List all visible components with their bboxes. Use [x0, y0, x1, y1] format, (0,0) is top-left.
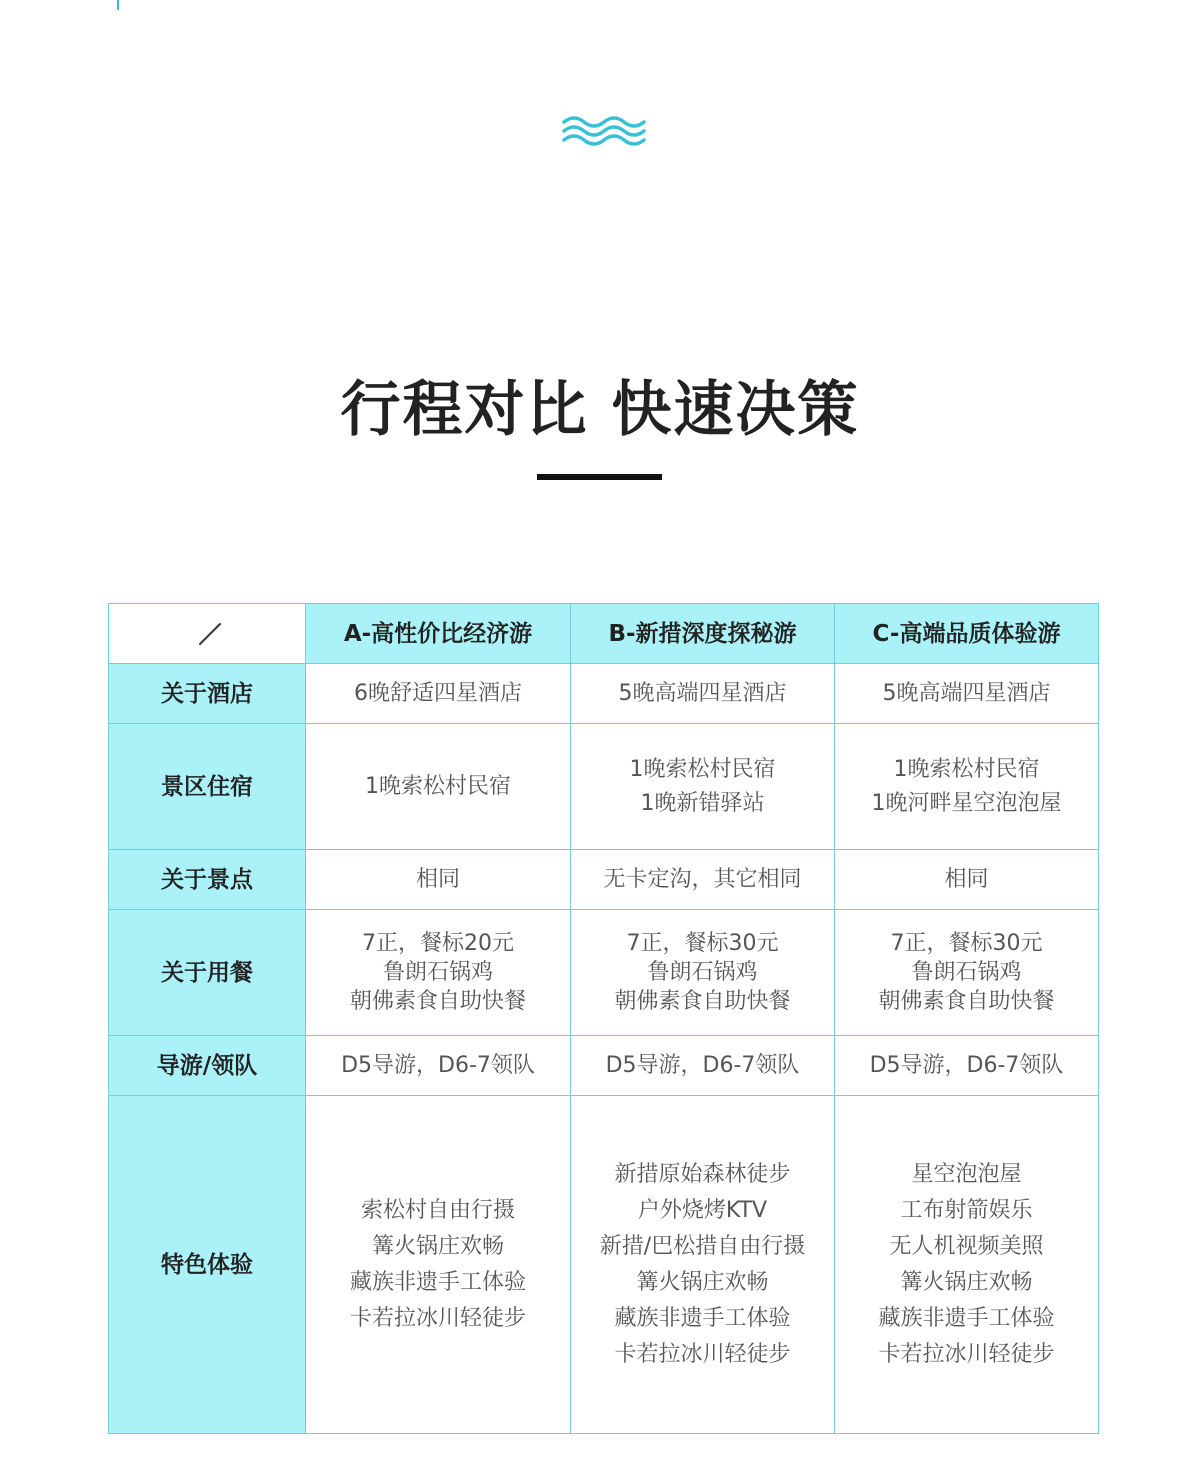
cell-scenic-stay-c: 1晚索松村民宿 1晚河畔星空泡泡屋: [835, 724, 1099, 850]
cell-scenic-stay-a: 1晚索松村民宿: [306, 724, 571, 850]
cell-guide-c: D5导游，D6-7领队: [835, 1036, 1099, 1096]
cell-guide-a: D5导游，D6-7领队: [306, 1036, 571, 1096]
cell-features-c: 星空泡泡屋 工布射箭娱乐 无人机视频美照 篝火锅庄欢畅 藏族非遗手工体验 卡若拉冰川轻徒步: [835, 1096, 1099, 1434]
row-label-features: 特色体验: [109, 1096, 306, 1434]
row-attractions: [109, 850, 1099, 910]
cell-meals-a: 7正，餐标20元 鲁朗石锅鸡 朝佛素食自助快餐: [306, 910, 571, 1036]
cell-attractions-c: 相同: [835, 850, 1099, 910]
cell-hotel-a: 6晚舒适四星酒店: [306, 664, 571, 724]
title-underline: [537, 474, 662, 480]
cell-attractions-a: 相同: [306, 850, 571, 910]
row-label-hotel: 关于酒店: [109, 664, 306, 724]
row-label-meals: 关于用餐: [109, 910, 306, 1036]
header-plan-b: B-新措深度探秘游: [571, 604, 835, 664]
cell-attractions-b: 无卡定沟，其它相同: [571, 850, 835, 910]
header-plan-c: C-高端品质体验游: [835, 604, 1099, 664]
corner-cell: [109, 604, 306, 664]
cell-hotel-b: 5晚高端四星酒店: [571, 664, 835, 724]
row-hotel: [109, 664, 1099, 724]
cell-hotel-c: 5晚高端四星酒店: [835, 664, 1099, 724]
row-meals: [109, 910, 1099, 1036]
header-plan-a: A-高性价比经济游: [306, 604, 571, 664]
cell-scenic-stay-b: 1晚索松村民宿 1晚新错驿站: [571, 724, 835, 850]
cell-meals-b: 7正，餐标30元 鲁朗石锅鸡 朝佛素食自助快餐: [571, 910, 835, 1036]
row-label-guide: 导游/领队: [109, 1036, 306, 1096]
top-accent-line: [117, 0, 119, 10]
wave-icon: [562, 114, 646, 148]
row-label-attractions: 关于景点: [109, 850, 306, 910]
row-features: [109, 1096, 1099, 1434]
cell-guide-b: D5导游，D6-7领队: [571, 1036, 835, 1096]
row-scenic-stay: [109, 724, 1099, 850]
row-guide: [109, 1036, 1099, 1096]
page-title: 行程对比 快速决策: [340, 375, 860, 445]
cell-features-a: 索松村自由行摄 篝火锅庄欢畅 藏族非遗手工体验 卡若拉冰川轻徒步: [306, 1096, 571, 1434]
corner-slash: [199, 623, 222, 646]
header-row: [109, 604, 1099, 664]
cell-meals-c: 7正，餐标30元 鲁朗石锅鸡 朝佛素食自助快餐: [835, 910, 1099, 1036]
comparison-table: [108, 603, 1099, 1434]
row-label-scenic-stay: 景区住宿: [109, 724, 306, 850]
cell-features-b: 新措原始森林徒步 户外烧烤KTV 新措/巴松措自由行摄 篝火锅庄欢畅 藏族非遗手工体验 卡若拉冰川轻徒步: [571, 1096, 835, 1434]
